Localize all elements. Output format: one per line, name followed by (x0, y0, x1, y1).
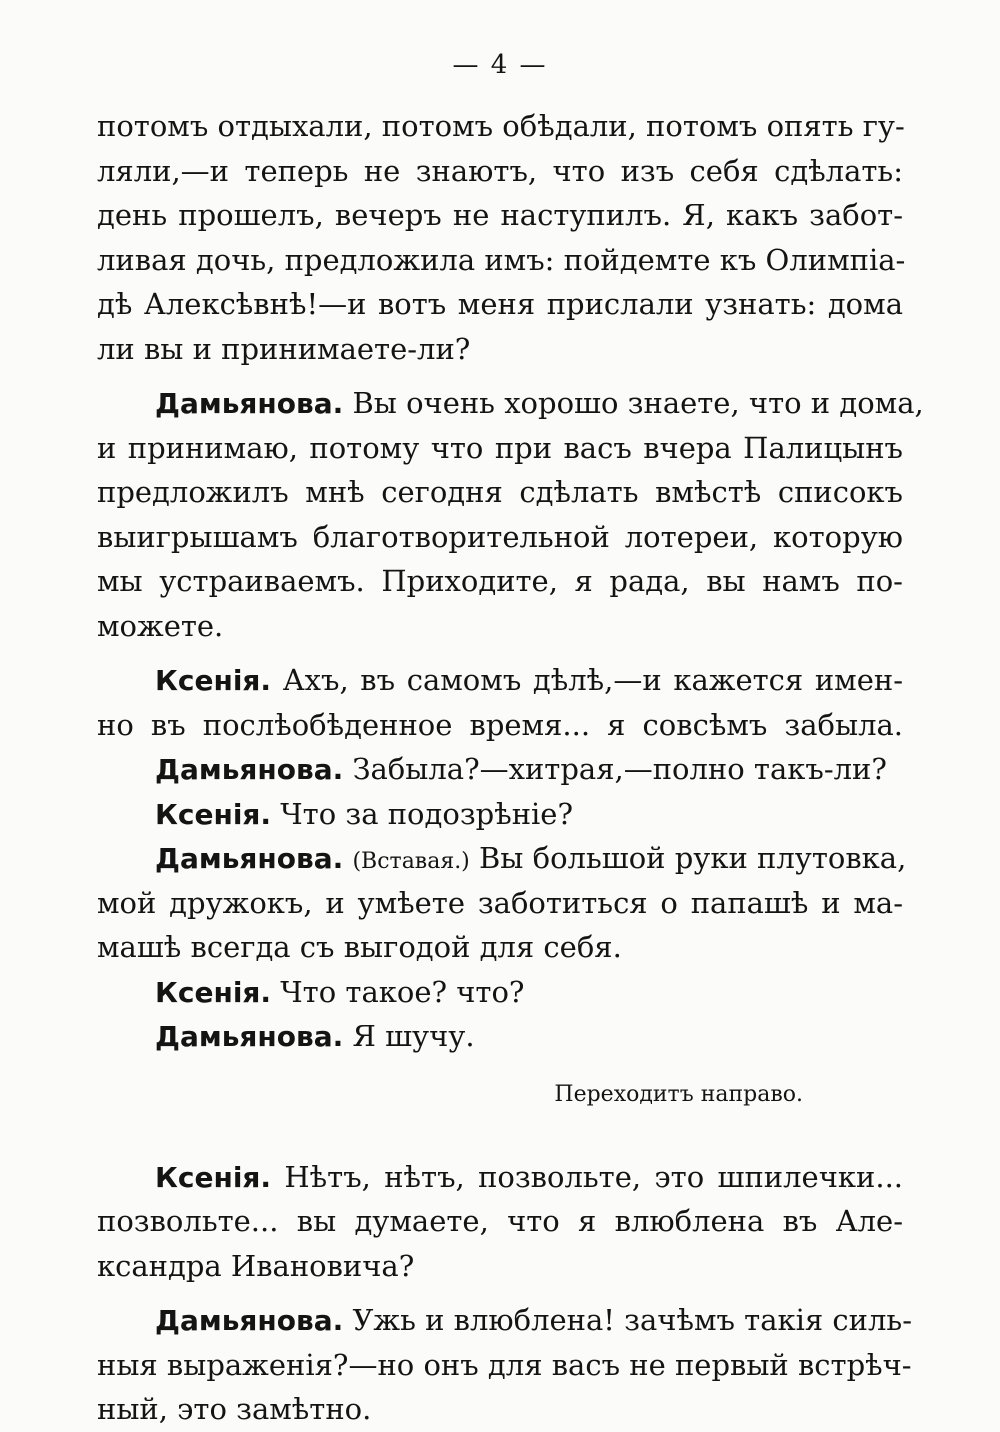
speech-line (97, 1155, 903, 1200)
text-line: ливая дочь, предложила имъ: пойдемте къ Олимпіа- (97, 242, 906, 277)
speech-text: Ахъ, въ самомъ дѣлѣ,—и кажется имен- (282, 663, 903, 697)
speech-line (97, 747, 903, 792)
speech-line (97, 1014, 903, 1059)
speech-line (97, 836, 907, 881)
speaker-name: Дамьянова. (155, 842, 344, 875)
speech-line (97, 970, 903, 1015)
speech-line (97, 792, 903, 837)
text-line: можете. (97, 608, 224, 643)
speaker-name: Ксенія. (155, 664, 272, 697)
speech-text: Вы очень хорошо знаете, что и дома, (352, 386, 924, 420)
speech-text: Что за подозрѣніе? (280, 796, 574, 831)
speech-text: Ужь и влюблена! зачѣмъ такія силь- (352, 1303, 912, 1337)
text-line: потомъ отдыхали, потомъ обѣдали, потомъ опять гу- (97, 109, 905, 143)
text-line: ныя выраженія?—но онъ для васъ не первый встрѣч- (97, 1347, 912, 1382)
text-line: выигрышамъ благотворительной лотереи, которую (97, 519, 903, 554)
speech-text: Я шучу. (352, 1019, 475, 1053)
speaker-name: Ксенія. (155, 1160, 272, 1194)
speech-text: Забыла?—хитрая,—полно такъ-ли? (352, 752, 887, 786)
text-line: предложилъ мнѣ сегодня сдѣлать вмѣстѣ списокъ (97, 475, 903, 509)
speech-text: Нѣтъ, нѣтъ, позвольте, это шпилечки... (284, 1159, 903, 1194)
text-line: ли вы и принимаете-ли? (97, 331, 471, 366)
text-line: позвольте... вы думаете, что я влюблена въ Але- (97, 1204, 903, 1238)
text-line: ксандра Ивановича? (97, 1248, 415, 1283)
speaker-name: Дамьянова. (155, 1020, 344, 1053)
speech-line (97, 1298, 912, 1343)
text-line: день прошелъ, вечеръ не наступилъ. Я, какъ забот- (97, 198, 903, 232)
text-line: машѣ всегда съ выгодой для себя. (97, 930, 622, 964)
stage-direction-inline: (Вставая.) (352, 849, 470, 874)
speech-text: Вы большой руки плутовка, (479, 841, 907, 875)
text-line: мой дружокъ, и умѣете заботиться о папашѣ и ма- (97, 885, 903, 920)
speaker-name: Ксенія. (155, 975, 272, 1009)
text-line: и принимаю, потому что при васъ вчера Палицынъ (97, 430, 903, 465)
text-line: мы устраиваемъ. Приходите, я рада, вы намъ по- (97, 564, 903, 598)
speech-line (97, 658, 903, 703)
text-line: ный, это замѣтно. (97, 1392, 372, 1426)
speech-line (97, 381, 924, 426)
page-number: — 4 — (452, 50, 548, 80)
speaker-name: Дамьянова. (155, 753, 344, 786)
stage-direction: Переходитъ направо. (554, 1081, 803, 1107)
text-line: ляли,—и теперь не знаютъ, что изъ себя сдѣлать: (97, 153, 903, 188)
speech-text: Что такое? что? (280, 974, 525, 1009)
speaker-name: Ксенія. (155, 797, 272, 831)
text-line: но въ послѣобѣденное время... я совсѣмъ забыла. (97, 707, 903, 742)
speaker-name: Дамьянова. (155, 387, 344, 420)
page-body (97, 104, 924, 1432)
speaker-name: Дамьянова. (155, 1304, 344, 1337)
text-line: дѣ Алексѣвнѣ!—и вотъ меня прислали узнать: дома (97, 287, 903, 321)
